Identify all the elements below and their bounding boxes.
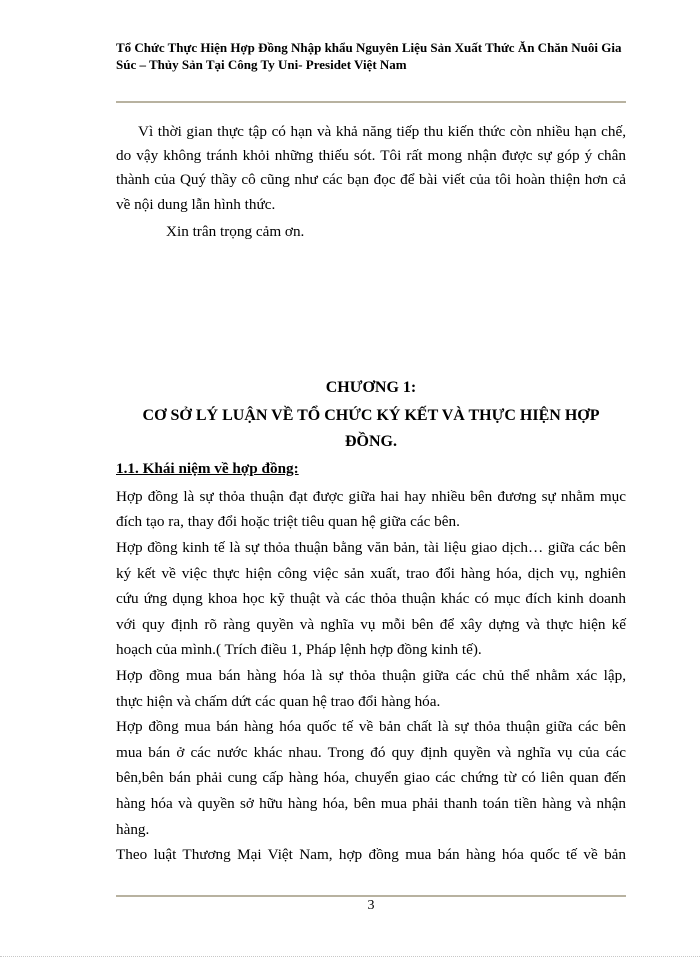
body-line: cứu ứng dụng khoa học kỹ thuật và các thỏa thuận khác có mục đích kinh doanh [116,590,626,607]
intro-line: về nội dung lẫn hình thức. [116,196,276,213]
page-edge-divider [0,956,700,957]
intro-line: thành của Quý thầy cô cũng như các bạn đọc để bài viết của tôi hoàn thiện hơn cả [116,171,626,188]
body-line: mua bán ở các nước khác nhau. Trong đó quy định quyền và nghĩa vụ của các [116,744,626,761]
intro-line: Vì thời gian thực tập có hạn và khả năng tiếp thu kiến thức còn nhiều hạn chế, [138,123,626,140]
closing-line: Xin trân trọng cảm ơn. [166,223,305,240]
chapter-subtitle: CƠ SỞ LÝ LUẬN VỀ TỔ CHỨC KÝ KẾT VÀ THỰC HIỆN HỢP [142,407,600,424]
intro-line: do vậy không tránh khỏi những thiếu sót. Tôi rất mong nhận được sự góp ý chân [116,147,626,164]
body-line: ký kết về việc thực hiện công việc sản xuất, trao đổi hàng hóa, dịch vụ, nghiên [116,565,626,582]
body-line: Theo luật Thương Mại Việt Nam, hợp đồng mua bán hàng hóa quốc tế về bản [116,846,626,863]
body-line: hàng hóa và quyền sở hữu hàng hóa, bên mua phải thanh toán tiền hàng và nhận [116,795,626,812]
chapter-title: CHƯƠNG 1: [325,379,417,396]
body-line: Hợp đồng mua bán hàng hóa quốc tế về bản chất là sự thỏa thuận giữa các bên [116,718,626,735]
page-header-title: Tổ Chức Thực Hiện Hợp Đồng Nhập khẩu Nguyên Liệu Sản Xuất Thức Ăn Chăn Nuôi Gia Súc – Thủy Sản Tại Công Ty Uni- Presidet Việt Nam [116,40,622,72]
body-line: đích tạo ra, thay đổi hoặc triệt tiêu quan hệ giữa các bên. [116,513,460,530]
body-line: Hợp đồng kinh tế là sự thỏa thuận bằng văn bản, tài liệu giao dịch… giữa các bên [116,539,626,556]
body-line: bên,bên bán phải cung cấp hàng hóa, chuyển giao các chứng từ có liên quan đến [116,769,626,786]
section-heading: 1.1. Khái niệm về hợp đồng: [116,460,299,477]
footer-divider [116,895,626,897]
body-line: thực hiện và chấm dứt các quan hệ trao đổi hàng hóa. [116,693,441,710]
page-number: 3 [367,898,375,913]
body-line: Hợp đồng là sự thỏa thuận đạt được giữa hai hay nhiều bên đương sự nhằm mục [116,488,626,505]
chapter-subtitle-cont: ĐỒNG. [345,433,397,450]
body-line: hàng. [116,821,150,838]
header-divider [116,101,626,103]
body-line: Hợp đồng mua bán hàng hóa là sự thỏa thuận giữa các chủ thể nhằm xác lập, [116,667,626,684]
body-line: với quy định rõ ràng quyền và nghĩa vụ mỗi bên để xây dựng và thực hiện kế [116,616,626,633]
body-line: hoạch của mình.( Trích điều 1, Pháp lệnh hợp đồng kinh tế). [116,641,482,658]
